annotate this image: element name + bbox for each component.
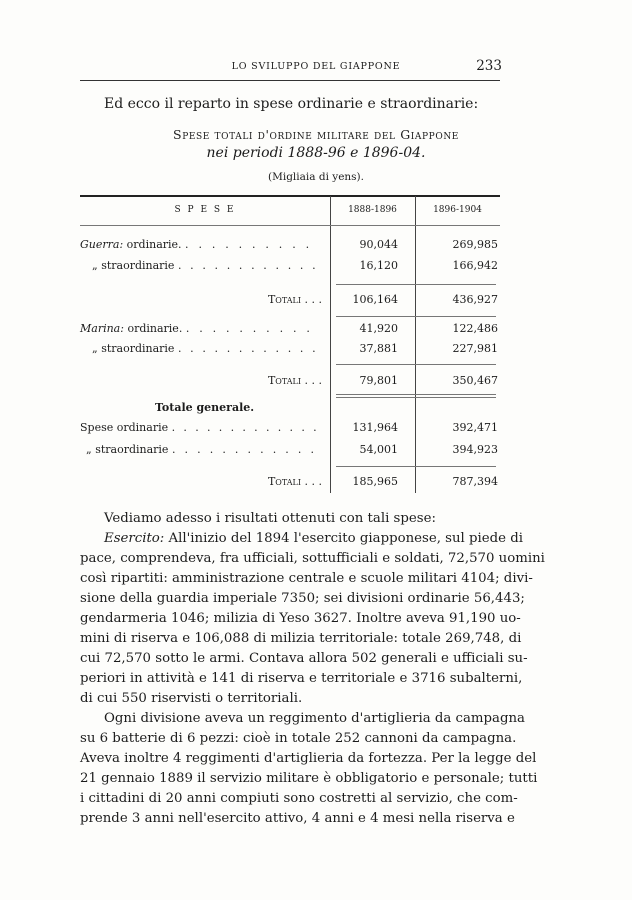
cell-value: 392,471	[452, 421, 498, 434]
category-guerra: Guerra:	[80, 238, 124, 251]
running-title: LO SVILUPPO DEL GIAPPONE	[231, 61, 401, 72]
subtotal-rule	[336, 284, 496, 285]
label-text: „ straordinarie	[86, 443, 169, 456]
cell-value: 185,965	[352, 475, 398, 488]
table-subtitle: nei periodi 1888-96 e 1896-04.	[206, 145, 426, 161]
paragraph-line: pace, comprendeva, fra ufficiali, sottufficiali e soldati, 72,570 uomini	[80, 551, 545, 566]
totals-label: Totali . . .	[267, 374, 322, 387]
leader-dots: . . . . . . . . . . . .	[177, 259, 319, 272]
leader-dots: . . . . . . . . . . . .	[171, 443, 317, 456]
section-rule	[336, 316, 496, 317]
leader-dots: . . . . . . . . . . . .	[177, 342, 319, 355]
line-text: All'inizio del 1894 l'esercito giapponese, sul piede di	[164, 531, 524, 546]
label-text: ordinarie.	[123, 238, 182, 251]
paragraph-line: di cui 550 riservisti o territoriali.	[80, 691, 303, 706]
cell-value: 350,467	[452, 374, 498, 387]
grand-total-heading: Totale generale.	[155, 401, 255, 414]
cell-value: 269,985	[452, 238, 498, 251]
cell-value: 41,920	[359, 322, 398, 335]
paragraph-line: Aveva inoltre 4 reggimenti d'artiglieria da fortezza. Per la legge del	[80, 751, 537, 766]
header-rule	[80, 225, 500, 226]
paragraph-line: sione della guardia imperiale 7350; sei divisioni ordinarie 56,443;	[80, 591, 525, 606]
paragraph-line: prende 3 anni nell'esercito attivo, 4 anni e 4 mesi nella riserva e	[80, 811, 515, 826]
totals-label: Totali . . .	[267, 475, 322, 488]
double-rule	[336, 397, 496, 398]
page-number: 233	[476, 58, 502, 74]
double-rule	[336, 394, 496, 395]
row-label	[86, 443, 317, 456]
label-text: ordinarie.	[123, 322, 183, 335]
cell-value: 79,801	[359, 374, 398, 387]
header-period-1: 1888-1896	[348, 205, 397, 215]
intro-sentence: Ed ecco il reparto in spese ordinarie e straordinarie:	[104, 96, 479, 112]
cell-value: 90,044	[359, 238, 398, 251]
cell-value: 227,981	[452, 342, 498, 355]
section-label-esercito: Esercito:	[104, 531, 165, 546]
totals-label: Totali . . .	[267, 293, 322, 306]
body-text	[80, 511, 545, 826]
paragraph-line: su 6 batterie di 6 pezzi: cioè in totale 252 cannoni da campagna.	[80, 731, 517, 746]
row-label	[92, 342, 318, 355]
category-marina: Marina:	[80, 322, 124, 335]
paragraph-line: cui 72,570 sotto le armi. Contava allora 502 generali e ufficiali su-	[80, 651, 528, 666]
cell-value: 106,164	[352, 293, 398, 306]
paragraph-line: gendarmeria 1046; milizia di Yeso 3627. Inoltre aveva 91,190 uo-	[80, 611, 521, 626]
label-text: Spese ordinarie	[80, 421, 169, 434]
paragraph-line: i cittadini di 20 anni compiuti sono costretti al servizio, che com-	[80, 791, 518, 806]
subtotal-rule	[336, 364, 496, 365]
leader-dots: . . . . . . . . . .	[185, 238, 313, 251]
cell-value: 436,927	[452, 293, 498, 306]
row-label	[92, 259, 318, 272]
paragraph-line: periori in attività e 141 di riserva e territoriale e 3716 subalterni,	[80, 671, 523, 686]
cell-value: 787,394	[452, 475, 498, 488]
row-label	[80, 238, 312, 251]
table-title: Spese totali d'ordine militare del Giappone	[173, 127, 459, 142]
leader-dots: . . . . . . . . . .	[185, 322, 314, 335]
cell-value: 394,923	[452, 443, 498, 456]
label-text: „ straordinarie	[92, 342, 175, 355]
cell-value: 122,486	[452, 322, 498, 335]
table-top-rule	[80, 195, 500, 197]
cell-value: 166,942	[452, 259, 498, 272]
paragraph-line: così ripartiti: amministrazione centrale e scuole militari 4104; divi-	[80, 571, 533, 586]
paragraph-line: Vediamo adesso i risultati ottenuti con tali spese:	[104, 511, 436, 526]
header-spese: S P E S E	[174, 205, 236, 215]
header-period-2: 1896-1904	[433, 205, 482, 215]
row-label	[80, 322, 313, 335]
cell-value: 131,964	[352, 421, 398, 434]
paragraph-line: 21 gennaio 1889 il servizio militare è obbligatorio e personale; tutti	[80, 771, 538, 786]
paragraph-line: mini di riserva e 106,088 di milizia territoriale: totale 269,748, di	[80, 631, 522, 646]
subtotal-rule	[336, 466, 496, 467]
table-unit: (Migliaia di yens).	[267, 171, 364, 183]
cell-value: 54,001	[359, 443, 398, 456]
cell-value: 37,881	[359, 342, 398, 355]
paragraph-line	[104, 531, 524, 546]
row-label	[80, 421, 319, 434]
leader-dots: . . . . . . . . . . . . .	[171, 421, 320, 434]
label-text: „ straordinarie	[92, 259, 175, 272]
paragraph-line: Ogni divisione aveva un reggimento d'artiglieria da campagna	[104, 711, 525, 726]
header-rule	[80, 80, 500, 81]
cell-value: 16,120	[359, 259, 398, 272]
